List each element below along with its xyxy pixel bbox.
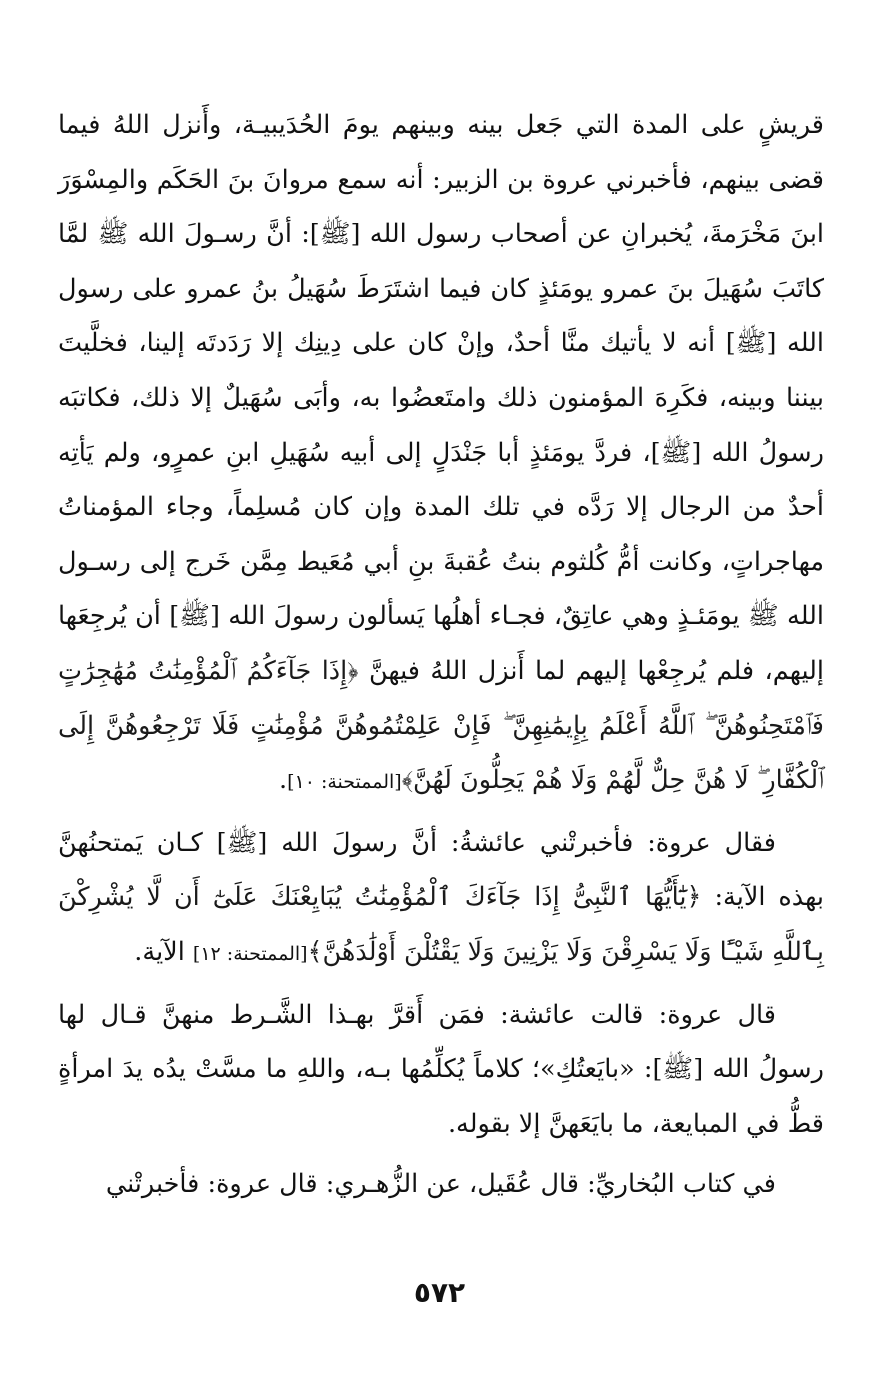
paragraph-3-text: قال عروة: قالت عائشة: فمَن أَقرَّ بهـذا الشَّـرط منهنَّ قـال لها رسولُ الله [ﷺ]: «بايَعتُكِ»؛ كلاماً يُكلِّمُها بـه، واللهِ ما مسَّتْ يدُه يدَ امرأةٍ قطُّ في المبايعة، ما بايَعَهنَّ إلا بقوله. [58, 999, 824, 1139]
paragraph-1-end: . [278, 765, 288, 796]
paragraph-2 [58, 816, 824, 982]
verse-reference: [الممتحنة: ١٢] [192, 942, 308, 965]
paragraph-2-text: فقال عروة: فأخبرتْني عائشةُ: أنَّ رسولَ الله [ﷺ] كـان يَمتحنُهنَّ بهذه الآية: [58, 827, 825, 913]
paragraph-3 [58, 988, 824, 1152]
quran-verse-mumtahina-10: ﴿إِذَا جَآءَكُمُ ٱلْمُؤْمِنَٰتُ مُهَٰجِرَٰتٍ فَٱمْتَحِنُوهُنَّ ۖ ٱللَّهُ أَعْلَمُ بِإِيمَٰنِهِنَّ ۖ فَإِنْ عَلِمْتُمُوهُنَّ مُؤْمِنَٰتٍ فَلَا تَرْجِعُوهُنَّ إِلَى ٱلْكُفَّارِ ۖ لَا هُنَّ حِلٌّ لَّهُمْ وَلَا هُمْ يَحِلُّونَ لَهُنَّ﴾ [58, 655, 824, 796]
page-number: ٥٧٢ [413, 1276, 466, 1309]
page-body [58, 98, 824, 1298]
verse-reference: [الممتحنة: ١٠] [287, 771, 402, 794]
paragraph-1 [58, 98, 824, 810]
quran-verse-mumtahina-12: ﴿يَٰٓأَيُّهَا ٱلنَّبِىُّ إِذَا جَآءَكَ ٱلْمُؤْمِنَٰتُ يُبَايِعْنَكَ عَلَىٰٓ أَن لَّا يُشْرِكْنَ بِٱللَّهِ شَيْـًٔا وَلَا يَسْرِقْنَ وَلَا يَزْنِينَ وَلَا يَقْتُلْنَ أَوْلَٰدَهُنَّ﴾ [58, 882, 824, 967]
paragraph-4 [58, 1157, 824, 1212]
paragraph-2-end: الآية. [134, 936, 193, 967]
paragraph-4-text: في كتاب البُخاريِّ: قال عُقَيل، عن الزُّهـري: قال عروة: فأخبرتْني [105, 1169, 776, 1200]
paragraph-1-text: قريشٍ على المدة التي جَعل بينه وبينهم يومَ الحُدَيبيـة، وأَنزل اللهُ فيما قضى بينهم، فأخبرني عروة بن الزبير: أنه سمع مروانَ بنَ الحَكَم والمِسْوَرَ ابنَ مَخْرَمةَ، يُخبرانِ عن أصحاب رسول الله [ﷺ]: أنَّ رسـولَ الله ﷺ لمَّا كاتَبَ سُهَيلَ بنَ عمرو يومَئذٍ كان فيما اشتَرَطَ سُهَيلُ بنُ عمرو على رسول الله [ﷺ] أنه لا يأتيك منَّا أحدٌ، وإنْ كان على دِينِك إلا رَدَدتَه إلينا، فخلَّيتَ بيننا وبينه، فكَرِهَ المؤمنون ذلك وامتَعضُوا به، وأبَى سُهَيلٌ إلا ذلك، فكاتبَه رسولُ الله [ﷺ]، فردَّ يومَئذٍ أبا جَنْدَلٍ إلى أبيه سُهَيلِ ابنِ عمرٍو، ولم يَأتِه أحدٌ من الرجال إلا رَدَّه في تلك المدة وإن كان مُسلِماً، وجاء المؤمناتُ مهاجراتٍ، وكانت أمُّ كُلثوم بنتُ عُقبةَ بنِ أبي مُعَيط مِمَّن خَرج إلى رسـول الله ﷺ يومَئـذٍ وهي عاتِقٌ، فجـاء أهلُها يَسألون رسولَ الله [ﷺ] أن يُرجِعَها إليهم، فلم يُرجِعْها إليهم لما أَنزل اللهُ فيهنَّ [58, 110, 825, 686]
